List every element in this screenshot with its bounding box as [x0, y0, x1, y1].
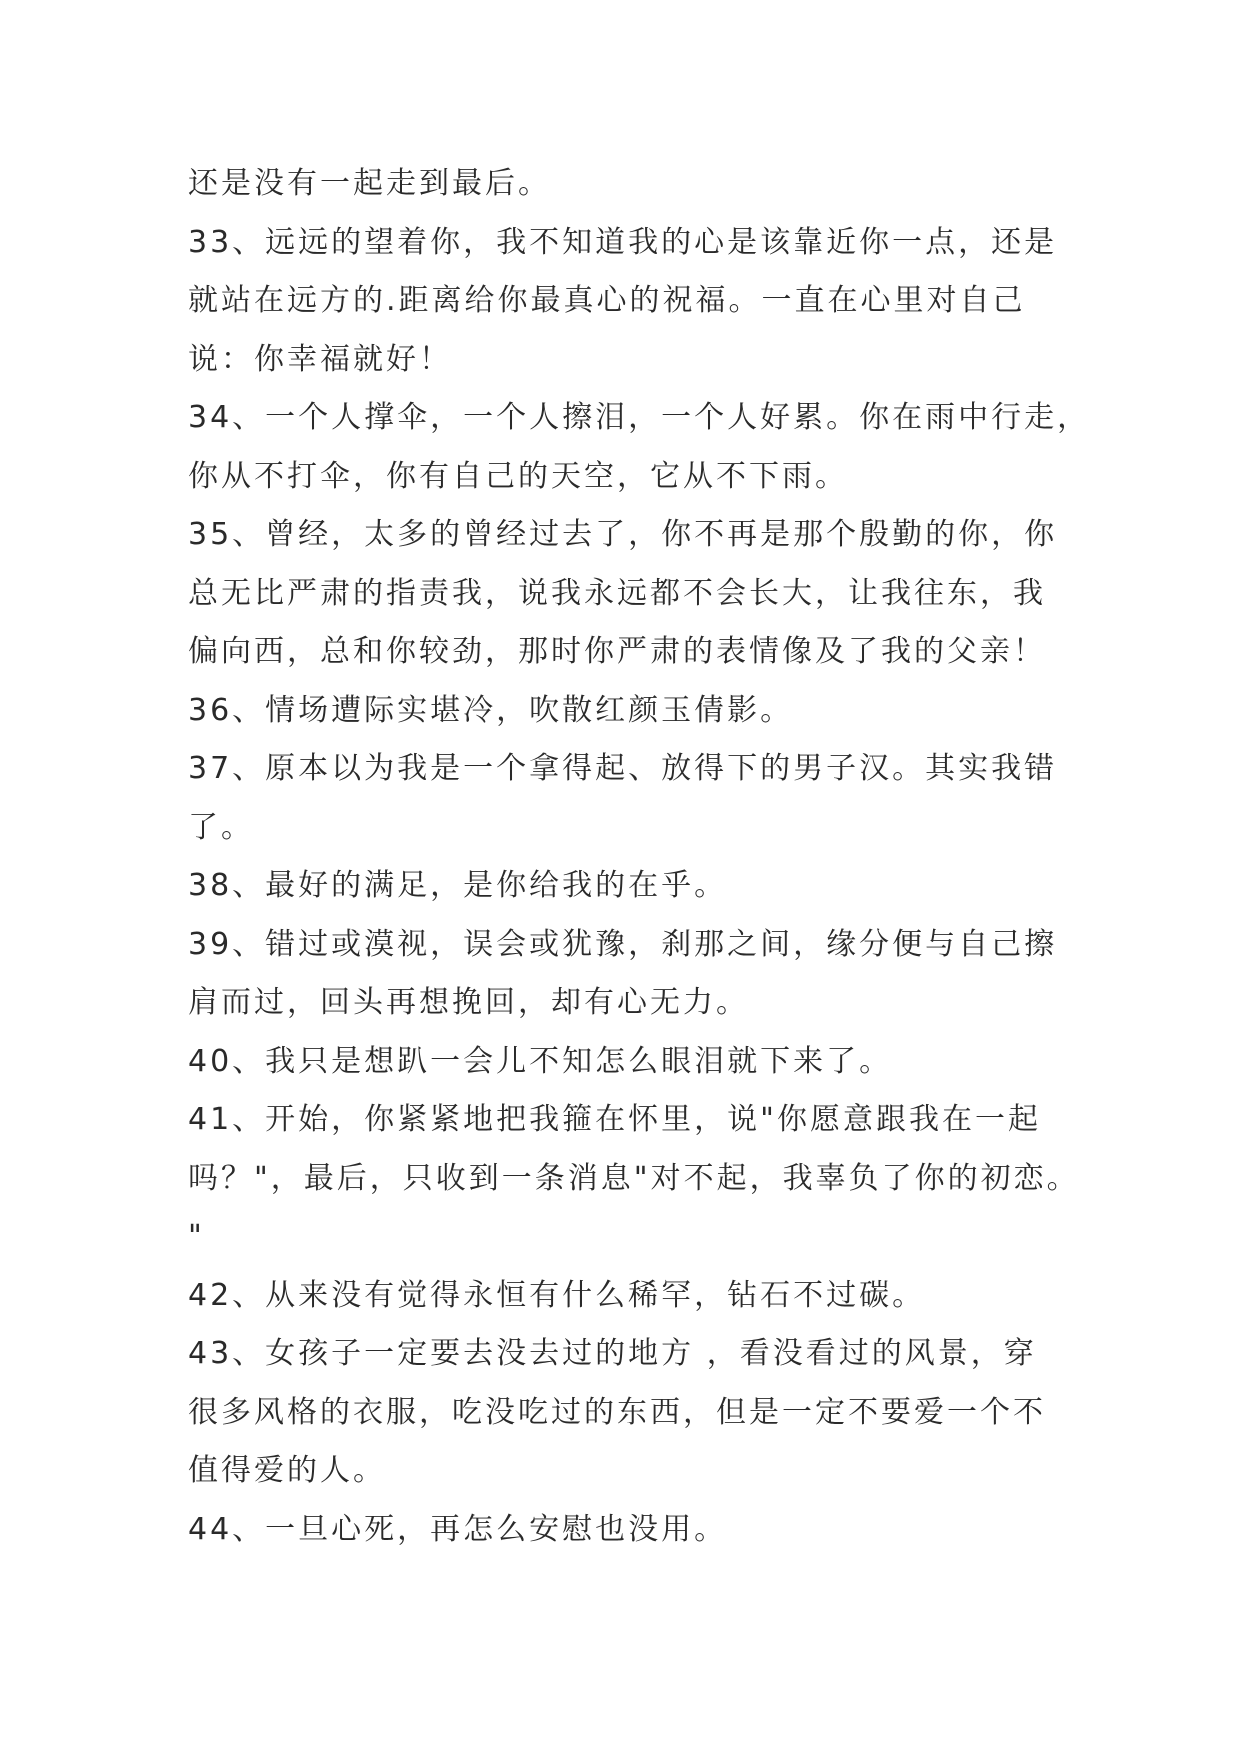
text-line: 33、远远的望着你，我不知道我的心是该靠近你一点，还是 [188, 224, 1058, 260]
text-line: " [188, 1219, 205, 1254]
text-line: 44、一旦心死，再怎么安慰也没用。 [188, 1511, 728, 1547]
text-line: 39、错过或漠视，误会或犹豫，刹那之间，缘分便与自己擦 [188, 926, 1058, 962]
text-line: 38、最好的满足，是你给我的在乎。 [188, 868, 728, 903]
text-line: 还是没有一起走到最后。 [188, 166, 551, 201]
text-line: 41、开始，你紧紧地把我箍在怀里，说"你愿意跟我在一起 [188, 1102, 1041, 1137]
text-line: 肩而过，回头再想挽回，却有心无力。 [188, 985, 749, 1020]
text-line: 总无比严肃的指责我，说我永远都不会长大，让我往东，我 [188, 575, 1046, 611]
text-line: 偏向西，总和你较劲，那时你严肃的表情像及了我的父亲！ [188, 634, 1046, 669]
text-line: 说：你幸福就好！ [188, 341, 452, 377]
text-line: 43、女孩子一定要去没去过的地方 ，看没看过的风景，穿 [188, 1336, 1037, 1371]
text-line: 吗？"，最后，只收到一条消息"对不起，我辜负了你的初恋。 [188, 1160, 1080, 1196]
text-line: 34、一个人撑伞，一个人擦泪，一个人好累。你在雨中行走， [188, 400, 1091, 435]
text-line: 就站在远方的.距离给你最真心的祝福。一直在心里对自己 [188, 283, 1026, 318]
text-line: 37、原本以为我是一个拿得起、放得下的男子汉。其实我错 [188, 751, 1058, 786]
text-line: 了。 [188, 809, 254, 845]
text-line: 40、我只是想趴一会儿不知怎么眼泪就下来了。 [188, 1043, 893, 1079]
text-line: 很多风格的衣服，吃没吃过的东西，但是一定不要爱一个不 [188, 1394, 1046, 1430]
text-line: 36、情场遭际实堪冷，吹散红颜玉倩影。 [188, 692, 794, 728]
text-line: 42、从来没有觉得永恒有什么稀罕，钻石不过碳。 [188, 1277, 926, 1313]
text-line: 值得爱的人。 [188, 1453, 386, 1488]
text-line: 你从不打伞，你有自己的天空，它从不下雨。 [188, 458, 848, 494]
document-body [188, 155, 1091, 1559]
text-line: 35、曾经，太多的曾经过去了，你不再是那个殷勤的你，你 [188, 517, 1058, 552]
